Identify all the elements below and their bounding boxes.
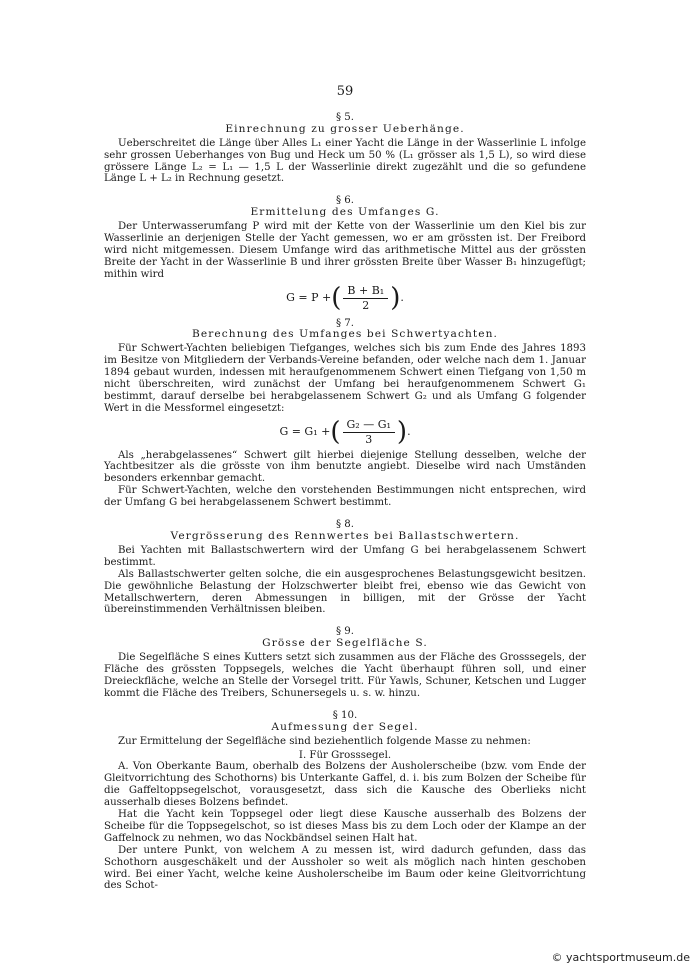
section-title: Einrechnung zu grosser Ueberhänge. xyxy=(225,122,465,135)
paragraph: Für Schwert-Yachten, welche den vorstehenden Bestimmungen nicht entsprechen, wird der Umfang G bei herabgelassenem Schwert bestimmt. xyxy=(104,485,586,509)
page-body xyxy=(104,86,586,892)
formula-lhs: G = G₁ + xyxy=(279,425,331,439)
section-number: § 8. xyxy=(335,519,355,531)
fraction-denominator: 3 xyxy=(365,432,373,446)
paragraph: Für Schwert-Yachten beliebigen Tiefganges, welches sich bis zum Ende des Jahres 1893 im Besitze von Mitgliedern der Verbands-Vereine befanden, oder welche nach dem 1. Januar 1894 gebaut wurden, indessen mit heraufgenommenem Schwert einen Tiefgang von 1,50 m nicht überschreiten, wird zunächst der Umfang bei heraufgenommenem Schwert G₁ bestimmt, darauf derselbe bei herabgelassenem Schwert G₂ und als Umfang G folgender Wert in die Messformel eingesetzt: xyxy=(104,343,586,414)
section-number: § 7. xyxy=(335,317,355,329)
paragraph: Die Segelfläche S eines Kutters setzt sich zusammen aus der Fläche des Grosssegels, der Fläche des grössten Toppsegels, welches die Yacht überhaupt führen soll, und einer Dreieckfläche, welche an Stelle der Vorsegel tritt. Für Yawls, Schuner, Ketschen und Lugger kommt die Fläche des Treibers, Schunersegels u. s. w. hinzu. xyxy=(104,652,586,699)
fraction xyxy=(343,285,388,312)
formula-tail: . xyxy=(400,291,404,305)
right-paren: ) xyxy=(390,283,401,314)
fraction-numerator: G₂ — G₁ xyxy=(343,419,395,433)
section-9 xyxy=(104,626,586,699)
fraction xyxy=(343,419,395,446)
section-title: Grösse der Segelfläche S. xyxy=(262,637,428,650)
paragraph: Zur Ermittelung der Segelfläche sind beziehentlich folgende Masse zu nehmen: xyxy=(118,735,531,747)
section-number: § 5. xyxy=(335,111,355,123)
paragraph: Der Unterwasserumfang P wird mit der Kette von der Wasserlinie um den Kiel bis zur Wasserlinie an derjenigen Stelle der Yacht gemessen, wo er am grössten ist. Der Freibord wird nicht mitgemessen. Diesem Umfange wird das arithmetische Mittel aus der grössten Breite der Yacht in der Wasserlinie B und ihrer grössten Breite über Wasser B₁ hinzugefügt; mithin wird xyxy=(104,221,586,280)
section-8 xyxy=(104,519,586,616)
left-paren: ( xyxy=(330,417,341,448)
left-paren: ( xyxy=(331,283,342,314)
paragraph: Als „herabgelassenes“ Schwert gilt hierbei diejenige Stellung desselben, welche der Yachtbesitzer als die grösste von ihm benutzte angiebt. Dieselbe wird nach Umständen besonders erkennbar gemacht. xyxy=(104,449,586,485)
section-title: Vergrösserung des Rennwertes bei Ballastschwertern. xyxy=(170,530,520,542)
formula-schwert xyxy=(104,419,586,446)
section-title: Berechnung des Umfanges bei Schwertyachten. xyxy=(191,328,499,341)
section-number: § 9. xyxy=(335,626,355,638)
section-7 xyxy=(104,318,586,510)
fraction-denominator: 2 xyxy=(362,298,370,312)
formula-tail: . xyxy=(407,425,411,439)
section-10 xyxy=(104,710,586,893)
paragraph: Ueberschreitet die Länge über Alles L₁ einer Yacht die Länge in der Wasserlinie L infolge sehr grossen Ueberhanges von Bug und Heck um 50 % (L₁ grösser als 1,5 L), so wird diese grössere Länge L₂ = L₁ — 1,5 L der Wasserlinie direkt zugezählt und die so gefundene Länge L + L₂ in Rechnung gesetzt. xyxy=(104,137,586,185)
section-number: § 10. xyxy=(332,709,358,721)
paragraph: Als Ballastschwerter gelten solche, die ein ausgesprochenes Belastungsgewicht besitzen. Die gewöhnliche Belastung der Holzschwerter bleibt frei, ebenso wie das Gewicht von Metallschwertern, deren Abmessungen in billigen, mit der Grösse der Yacht übereinstimmenden Verhältnissen bleiben. xyxy=(104,568,586,616)
paragraph: Hat die Yacht kein Toppsegel oder liegt diese Kausche ausserhalb des Bolzens der Scheibe für die Toppsegelschot, so ist dieses Mass bis zu dem Loch oder der Klampe an der Gaffelnock zu nehmen, wo das Nockbändsel seinen Halt hat. xyxy=(104,809,586,844)
paragraph: Der untere Punkt, von welchem A zu messen ist, wird dadurch gefunden, dass das Schothorn ausgeschäkelt und der Aussholer so weit als möglich nach hinten geschoben wird. Bei einer Yacht, welche keine Ausholerscheibe im Baum oder keine Gleitvorrichtung des Schot- xyxy=(104,844,586,892)
section-title: Aufmessung der Segel. xyxy=(271,720,419,733)
subsection-title: I. Für Grosssegel. xyxy=(298,749,392,761)
paragraph: Bei Yachten mit Ballastschwertern wird der Umfang G bei herabgelassenem Schwert bestimmt. xyxy=(104,544,586,568)
page-number: 59 xyxy=(336,84,354,99)
watermark: © yachtsportmuseum.de xyxy=(551,951,690,964)
fraction-numerator: B + B₁ xyxy=(343,285,388,299)
section-number: § 6. xyxy=(335,195,355,207)
section-5 xyxy=(104,112,586,185)
paragraph: A. Von Oberkante Baum, oberhalb des Bolzens der Ausholerscheibe (bzw. vom Ende der Gleitvorrichtung des Schothorns) bis Unterkante Gaffel, d. i. bis zum Bolzen der Scheibe für die Gaffeltoppsegelschot, vorausgesetzt, dass sich die Kausche des Oberlieks nicht ausserhalb dieses Bolzens befindet. xyxy=(104,761,586,809)
formula-lhs: G = P + xyxy=(286,291,332,305)
right-paren: ) xyxy=(396,417,408,448)
section-title: Ermittelung des Umfanges G. xyxy=(250,206,440,219)
formula-umfang xyxy=(104,285,586,312)
section-6 xyxy=(104,195,586,314)
